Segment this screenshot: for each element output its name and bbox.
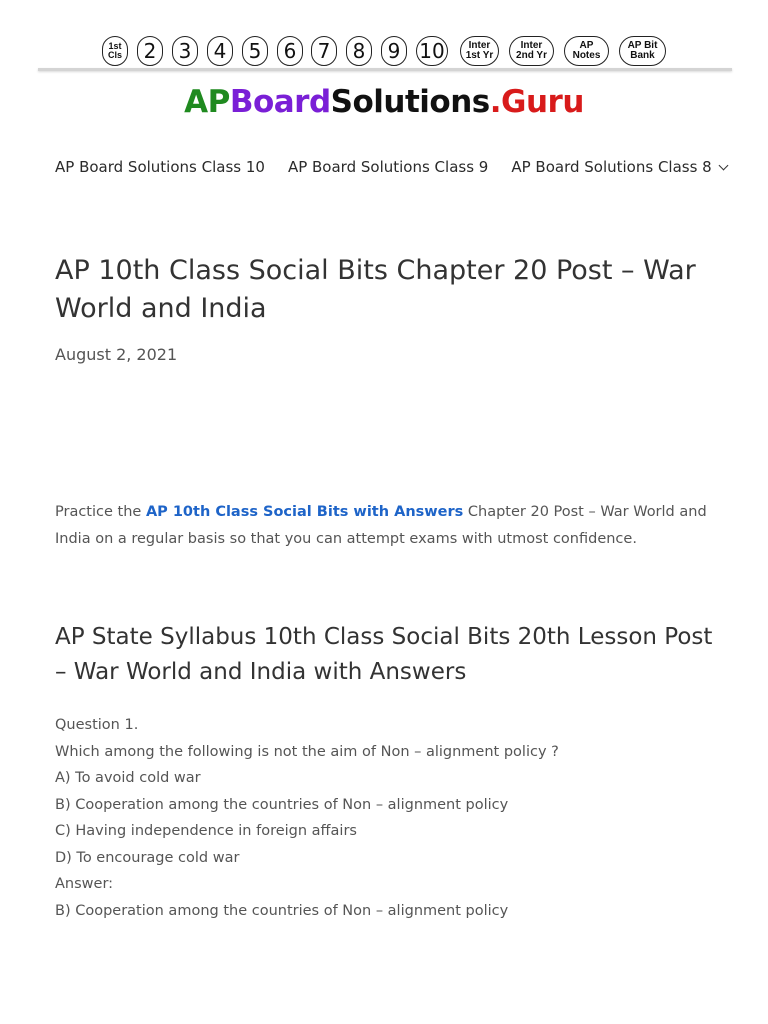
nav-item-class-8-label: AP Board Solutions Class 8	[511, 158, 712, 176]
class-4-link[interactable]: 4	[207, 36, 233, 66]
class-3-link[interactable]: 3	[172, 36, 198, 66]
answer-text: B) Cooperation among the countries of Non – alignment policy	[55, 902, 509, 919]
logo-part-guru: Guru	[501, 84, 584, 120]
option-a: A) To avoid cold war	[55, 770, 201, 786]
option-b: B) Cooperation among the countries of Non – alignment policy	[55, 796, 509, 813]
class-10-link[interactable]: 10	[416, 36, 448, 66]
logo-part-board: Board	[229, 84, 331, 120]
chevron-down-icon[interactable]	[718, 161, 728, 171]
intro-paragraph	[55, 499, 715, 553]
class-8-link[interactable]: 8	[346, 36, 372, 66]
section-heading: AP State Syllabus 10th Class Social Bits 20th Lesson Post – War World and India with Answers	[55, 624, 713, 685]
class-5-link[interactable]: 5	[242, 36, 268, 66]
page-title: AP 10th Class Social Bits Chapter 20 Post – War World and India	[55, 255, 696, 324]
social-bits-link[interactable]: AP 10th Class Social Bits with Answers	[145, 504, 464, 520]
question-block	[55, 712, 715, 924]
inter-2nd-yr-link[interactable]: Inter 2nd Yr	[509, 36, 554, 66]
class-1-link[interactable]: 1st Cls	[102, 36, 128, 66]
question-text: Which among the following is not the aim of Non – alignment policy ?	[55, 743, 559, 760]
nav-item-class-8[interactable]	[511, 158, 726, 176]
site-logo[interactable]	[0, 84, 768, 120]
inter-1st-yr-link[interactable]: Inter 1st Yr	[460, 36, 499, 66]
logo-part-solutions: Solutions	[330, 84, 490, 120]
ap-notes-link[interactable]: AP Notes	[564, 36, 609, 66]
nav-item-class-9[interactable]: AP Board Solutions Class 9	[287, 158, 489, 176]
intro-text-before: Practice the	[55, 504, 146, 520]
ap-bit-bank-link[interactable]: AP Bit Bank	[619, 36, 666, 66]
class-6-link[interactable]: 6	[277, 36, 303, 66]
logo-part-dot: .	[489, 84, 502, 120]
class-2-link[interactable]: 2	[137, 36, 163, 66]
nav-item-class-10[interactable]: AP Board Solutions Class 10	[55, 158, 265, 176]
class-selector-bar	[0, 36, 768, 66]
header-divider	[38, 68, 732, 71]
option-d: D) To encourage cold war	[55, 849, 240, 866]
class-9-link[interactable]: 9	[381, 36, 407, 66]
answer-label: Answer:	[55, 876, 114, 892]
option-c: C) Having independence in foreign affairs	[55, 823, 357, 839]
main-navigation	[55, 158, 727, 176]
class-7-link[interactable]: 7	[311, 36, 337, 66]
question-number: Question 1.	[55, 717, 139, 733]
logo-part-ap: AP	[184, 84, 230, 120]
intro-text-after: Chapter 20 Post – War World and India on a regular basis so that you can attempt exams with utmost confidence.	[55, 504, 707, 547]
post-date: August 2, 2021	[55, 345, 178, 364]
